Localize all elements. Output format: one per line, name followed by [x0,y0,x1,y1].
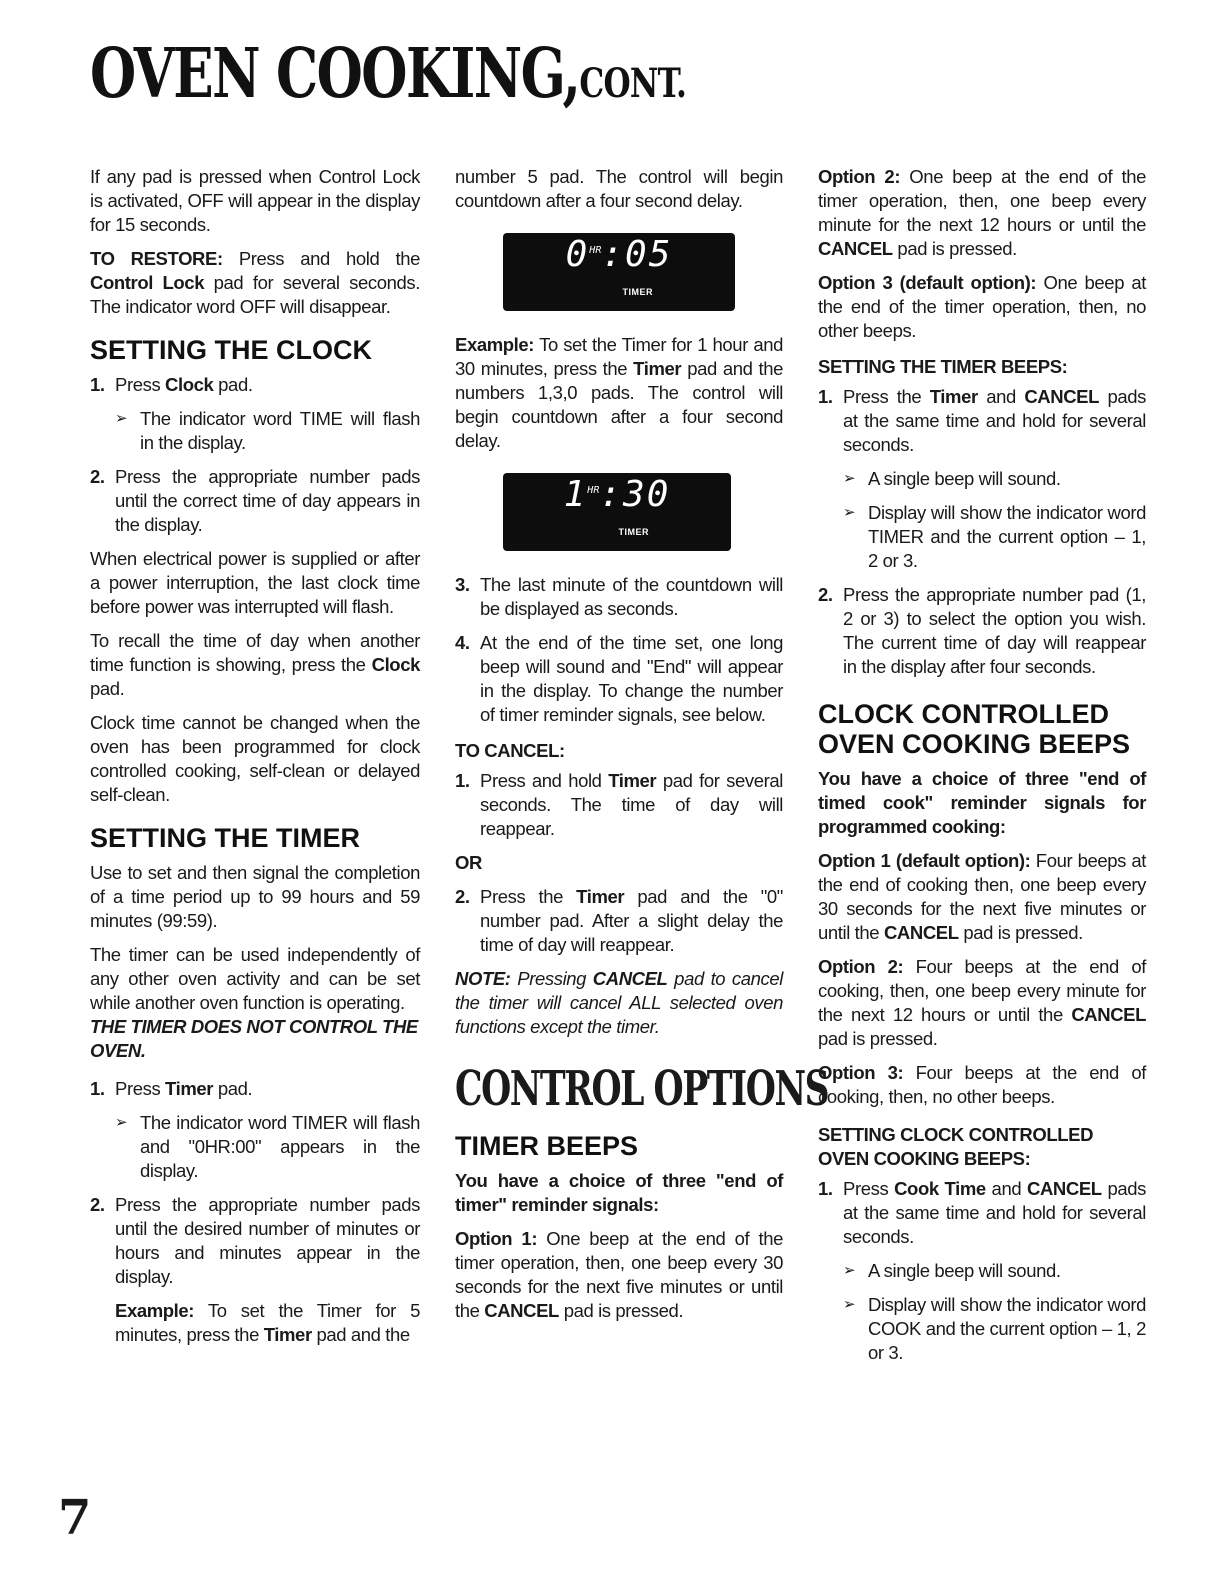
clock-beeps-option-2: Option 2: Four beeps at the end of cooking, then, one beep every minute for the next 12 hours or until the CANCEL pad is pressed. [818,956,1146,1049]
clock-beeps-step-1-note-2: ➢ Display will show the indicator word COOK and the current option – 1, 2 or 3. [843,1294,1146,1363]
clock-controlled-beeps-heading: CLOCK CONTROLLED OVEN COOKING BEEPS [818,699,1131,759]
power-paragraph: When electrical power is supplied or after a power interruption, the last clock time before power was interrupted will flash. [90,548,420,617]
setting-timer-heading: SETTING THE TIMER [90,823,360,853]
page-number: 7 [58,1490,92,1546]
timer-example-1-cont: number 5 pad. The control will begin countdown after a four second delay. [455,166,783,211]
timer-beeps-step-2: 2. Press the appropriate number pad (1, 2 or 3) to select the option you wish. The current time of day will reappear in the display after four seconds. [818,584,1146,677]
timer-beeps-option-2: Option 2: One beep at the end of the timer operation, then, one beep every minute for the next 12 hours or until the CANCEL pad is pressed. [818,166,1146,259]
clock-beeps-option-3: Option 3: Four beeps at the end of cooking, then, no other beeps. [818,1062,1146,1107]
clock-step-1-note: ➢ The indicator word TIME will flash in the display. [115,408,420,453]
timer-example-1: Example: To set the Timer for 5 minutes, press the Timer pad and the [115,1300,420,1345]
timer-beeps-option-3: Option 3 (default option): One beep at the end of the timer operation, then, no other beeps. [818,272,1147,341]
setting-clock-heading: SETTING THE CLOCK [90,335,372,365]
clock-beeps-step-1-note-1: ➢ A single beep will sound. [843,1260,1061,1281]
column-3 [818,165,1146,1375]
timer-beeps-heading: TIMER BEEPS [455,1131,639,1161]
column-2 [455,165,829,1333]
timer-step-3: 3. The last minute of the countdown will be displayed as seconds. [455,574,783,619]
cannot-change-paragraph: Clock time cannot be changed when the oven has been programmed for clock controlled cooking, self-clean or delayed self-clean. [90,712,420,805]
arrow-bullet-icon: ➢ [843,1296,856,1313]
timer-step-2: 2. Press the appropriate number pads until the desired number of minutes or hours and minutes appear in the display. [90,1194,420,1287]
timer-beeps-step-1: 1. Press the Timer and CANCEL pads at the same time and hold for several seconds. [818,386,1146,455]
timer-example-2: Example: To set the Timer for 1 hour and 30 minutes, press the Timer pad and the numbers 1,3,0 pads. The control will begin countdown after a four second delay. [455,334,783,451]
display-timer-label: TIMER [622,287,653,297]
control-lock-paragraph: If any pad is pressed when Control Lock is activated, OFF will appear in the display for 15 seconds. [90,166,420,235]
arrow-bullet-icon: ➢ [843,504,856,521]
clock-beeps-lead: You have a choice of three "end of timed cook" reminder signals for programmed cooking: [818,768,1146,837]
cancel-note: NOTE: Pressing CANCEL pad to cancel the timer will cancel ALL selected oven functions except the timer. [455,968,783,1037]
arrow-bullet-icon: ➢ [115,1114,128,1131]
timer-step-1: 1. Press Timer pad. [90,1078,253,1099]
timer-beeps-step-1-note-1: ➢ A single beep will sound. [843,468,1061,489]
timer-step-1-note: ➢ The indicator word TIMER will flash and "0HR:00" appears in the display. [115,1112,420,1181]
arrow-bullet-icon: ➢ [843,470,856,487]
timer-independent-paragraph: The timer can be used independently of any other oven activity and can be set while another oven function is operating. [90,944,420,1013]
timer-step-4: 4. At the end of the time set, one long beep will sound and "End" will appear in the display. To change the number of timer reminder signals, see below. [455,632,783,725]
clock-beeps-step-1: 1. Press Cook Time and CANCEL pads at the same time and hold for several seconds. [818,1178,1146,1247]
page-title-cont: CONT. [579,60,687,107]
setting-clock-beeps-heading: SETTING CLOCK CONTROLLED OVEN COOKING BEEPS: [818,1124,1094,1169]
arrow-bullet-icon: ➢ [843,1262,856,1279]
column-1 [90,165,420,1357]
timer-beeps-lead: You have a choice of three "end of timer" reminder signals: [455,1170,783,1215]
setting-timer-beeps-heading: SETTING THE TIMER BEEPS: [818,356,1068,377]
clock-step-1: 1. Press Clock pad. [90,374,253,395]
or-label: OR [455,852,482,873]
clock-step-2: 2. Press the appropriate number pads until the correct time of day appears in the display. [90,466,420,535]
restore-paragraph: TO RESTORE: Press and hold the Control Lock pad for several seconds. The indicator word OFF will disappear. [90,248,421,317]
arrow-bullet-icon: ➢ [115,410,128,427]
timer-display-2: $1^{HR}:30$ TIMER [503,473,731,551]
cancel-step-1: 1. Press and hold Timer pad for several seconds. The time of day will reappear. [455,770,783,839]
timer-beeps-option-1: Option 1: One beep at the end of the timer operation, then, one beep every 30 seconds for the next five minutes or until the CANCEL pad is pressed. [455,1228,783,1321]
timer-display-1: $0^{HR}:05$ TIMER [503,233,735,311]
page-title-main: OVEN COOKING, [90,34,580,114]
page-title [90,34,687,114]
to-cancel-heading: TO CANCEL: [455,740,565,761]
clock-beeps-option-1: Option 1 (default option): Four beeps at the end of cooking then, one beep every 30 seconds for the next five minutes or until the CANCEL pad is pressed. [818,850,1146,943]
recall-paragraph: To recall the time of day when another time function is showing, press the Clock pad. [90,630,420,699]
timer-beeps-step-1-note-2: ➢ Display will show the indicator word TIMER and the current option – 1, 2 or 3. [843,502,1146,571]
display-timer-label: TIMER [618,527,649,537]
cancel-step-2: 2. Press the Timer pad and the "0" number pad. After a slight delay the time of day will reappear. [455,886,783,955]
restore-label: TO RESTORE: [90,248,223,269]
control-options-title: CONTROL OPTIONS [455,1061,829,1117]
timer-use-paragraph: Use to set and then signal the completion of a time period up to 99 hours and 59 minutes (99:59). [90,862,420,931]
timer-warning: THE TIMER DOES NOT CONTROL THE OVEN. [90,1016,418,1061]
